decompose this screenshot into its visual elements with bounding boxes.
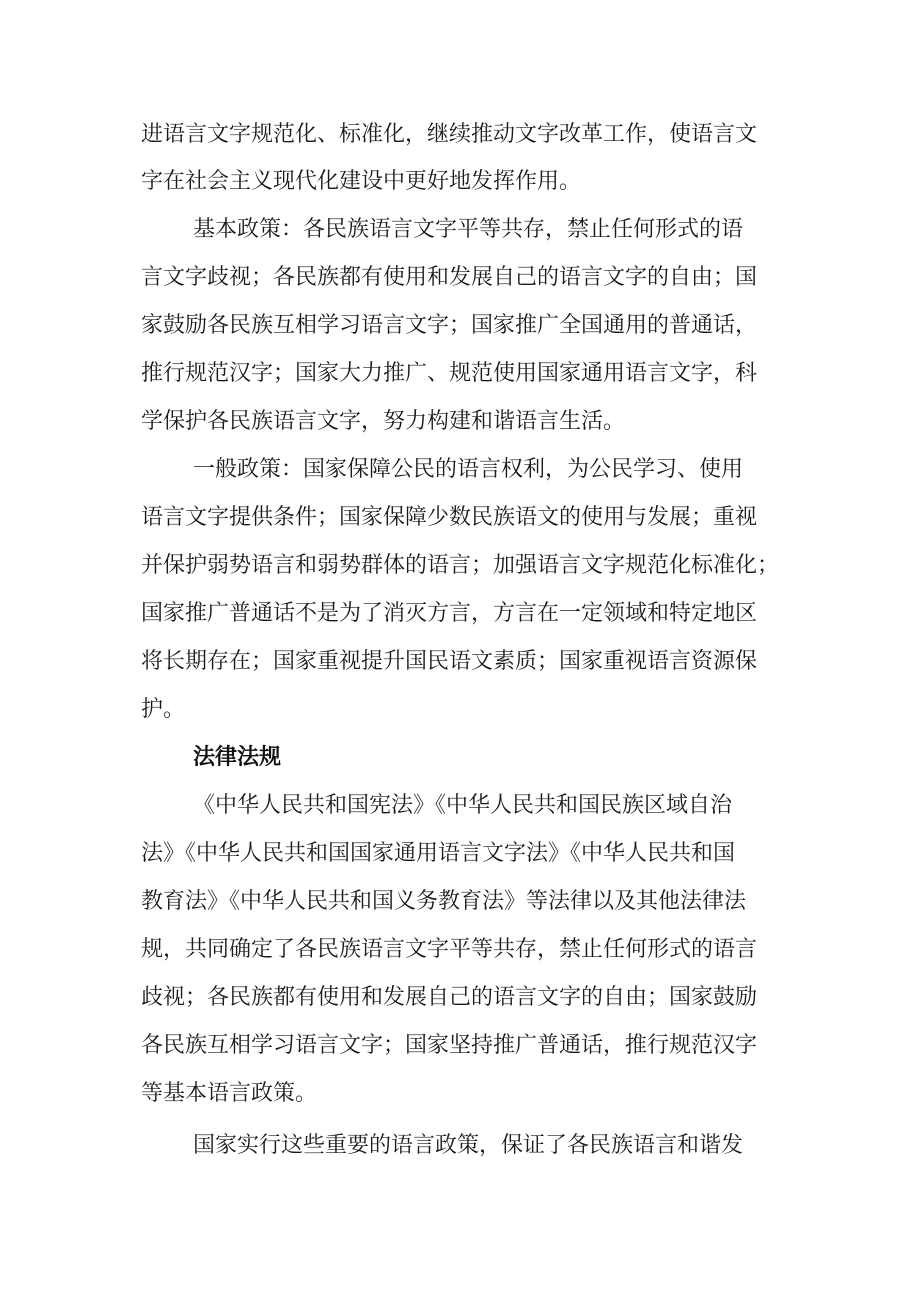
paragraph-4-line-3: 教育法》《中华人民共和国义务教育法》等法律以及其他法律法	[141, 889, 747, 914]
section-heading: 法律法规	[193, 745, 282, 770]
paragraph-3-line-4: 国家推广普通话不是为了消灭方言，方言在一定领域和特定地区	[141, 601, 758, 626]
paragraph-4-line-1: 《中华人民共和国宪法》《中华人民共和国民族区域自治	[193, 793, 733, 818]
paragraph-2-line-4: 推行规范汉字；国家大力推广、规范使用国家通用语言文字，科	[141, 361, 758, 386]
paragraph-3-line-5: 将长期存在；国家重视提升国民语文素质；国家重视语言资源保	[141, 649, 758, 674]
paragraph-2-line-2: 言文字歧视；各民族都有使用和发展自己的语言文字的自由；国	[141, 265, 758, 290]
paragraph-4-line-4: 规，共同确定了各民族语言文字平等共存，禁止任何形式的语言	[141, 937, 758, 962]
paragraph-4-line-7: 等基本语言政策。	[141, 1081, 318, 1106]
paragraph-1-line-1: 进语言文字规范化、标准化，继续推动文字改革工作，使语言文	[141, 122, 758, 147]
paragraph-1-line-2: 字在社会主义现代化建设中更好地发挥作用。	[141, 169, 582, 194]
paragraph-2-line-5: 学保护各民族语言文字，努力构建和谐语言生活。	[141, 409, 626, 434]
paragraph-4-line-2: 法》《中华人民共和国国家通用语言文字法》《中华人民共和国	[141, 841, 736, 866]
paragraph-3-line-6: 护。	[141, 697, 186, 722]
paragraph-4-line-5: 歧视；各民族都有使用和发展自己的语言文字的自由；国家鼓励	[141, 985, 758, 1010]
paragraph-3-line-3: 并保护弱势语言和弱势群体的语言；加强语言文字规范化标准化；	[141, 553, 780, 578]
paragraph-2-line-3: 家鼓励各民族互相学习语言文字；国家推广全国通用的普通话，	[141, 313, 758, 338]
paragraph-2-line-1: 基本政策：各民族语言文字平等共存，禁止任何形式的语	[193, 217, 744, 242]
paragraph-5-line-1: 国家实行这些重要的语言政策，保证了各民族语言和谐发	[193, 1133, 744, 1158]
paragraph-4-line-6: 各民族互相学习语言文字；国家坚持推广普通话，推行规范汉字	[141, 1033, 758, 1058]
paragraph-3-line-1: 一般政策：国家保障公民的语言权利，为公民学习、使用	[193, 457, 744, 482]
paragraph-3-line-2: 语言文字提供条件；国家保障少数民族语文的使用与发展；重视	[141, 505, 758, 530]
